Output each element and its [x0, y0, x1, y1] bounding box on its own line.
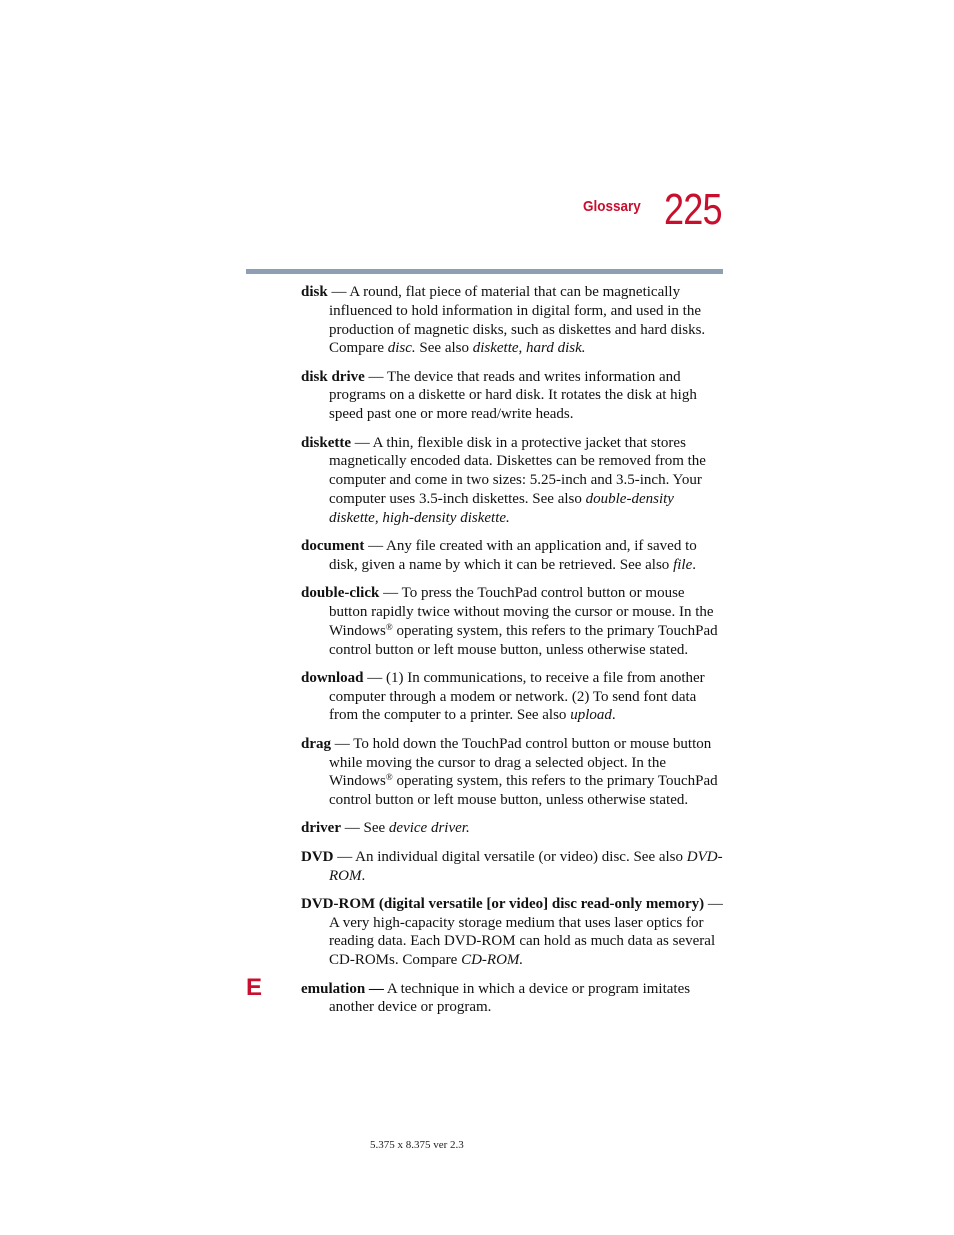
glossary-term: download [301, 669, 364, 686]
glossary-entry [301, 819, 723, 838]
definition-text: — A round, flat piece of material that can be magnetically influenced to hold information in digital form, and used in the production of magnetic disks, such as diskettes and hard disks. Compare [327, 284, 706, 357]
glossary-term: DVD-ROM (digital versatile [or video] disc read-only memory) [301, 895, 705, 912]
definition-text: — A thin, flexible disk in a protective jacket that stores magnetically encoded data. Diskettes can be removed from the computer and come in two sizes: 5.25-inch and 3.5-inch. Your computer uses 3.5-inch diskettes. See also [329, 434, 706, 507]
glossary-term: diskette [301, 434, 351, 451]
registered-mark: ® [385, 621, 393, 632]
header-rule [246, 269, 723, 274]
glossary-entry [301, 735, 723, 810]
definition-text: . [611, 707, 616, 724]
glossary-term: drag [301, 735, 331, 752]
registered-mark: ® [385, 772, 393, 783]
glossary-term: driver [301, 820, 341, 837]
footer-trim-note: 5.375 x 8.375 ver 2.3 [370, 1139, 464, 1151]
glossary-term: disk drive [301, 368, 365, 385]
cross-reference: double-density diskette, high-density diskette. [329, 490, 674, 526]
cross-reference: DVD-ROM [329, 848, 723, 884]
glossary-term: emulation — [301, 980, 384, 997]
glossary-term: double-click [301, 585, 380, 602]
definition-text: See also [415, 340, 473, 357]
glossary-term: DVD [301, 848, 334, 865]
definition-text: operating system, this refers to the primary TouchPad control button or left mouse button, unless otherwise stated. [329, 773, 718, 809]
definition-text: A technique in which a device or program imitates another device or program. [329, 980, 691, 1016]
definition-text: — To hold down the TouchPad control button or mouse button while moving the cursor to drag a selected object. In the Windows [329, 735, 712, 790]
cross-reference: file [673, 556, 693, 573]
definition-text: — To press the TouchPad control button or mouse button rapidly twice without moving the cursor or mouse. In the Windows [329, 585, 714, 639]
definition-text: operating system, this refers to the primary TouchPad control button or left mouse button, unless otherwise stated. [329, 622, 718, 658]
definition-text: . [692, 556, 696, 573]
cross-reference: disc. [387, 340, 416, 357]
definition-text: — Any file created with an application and, if saved to disk, given a name by which it can be retrieved. See also [329, 538, 697, 573]
running-header-section: Glossary [583, 198, 641, 215]
glossary-entry [301, 895, 723, 970]
glossary-entry [301, 537, 723, 575]
cross-reference: CD-ROM. [461, 952, 524, 969]
definition-text: . [361, 867, 366, 884]
glossary-entry [301, 669, 723, 725]
glossary-entry [301, 848, 723, 886]
glossary-entries [301, 283, 723, 1027]
glossary-entry [301, 584, 723, 659]
glossary-entry [301, 283, 723, 358]
section-letter-e: E [246, 974, 263, 1001]
glossary-entry [301, 980, 723, 1018]
definition-text: — (1) In communications, to receive a file from another computer through a modem or network. (2) To send font data from the computer to a printer. See also [329, 669, 705, 724]
definition-text: — A very high-capacity storage medium that uses laser optics for reading data. Each DVD-ROM can hold as much data as several CD-ROMs. Compare [329, 895, 723, 969]
glossary-term: disk [301, 284, 328, 300]
glossary-entry [301, 434, 723, 528]
glossary-term: document [301, 538, 365, 555]
cross-reference: device driver. [388, 820, 470, 837]
definition-text: — See [340, 820, 389, 837]
definition-text: — The device that reads and writes information and programs on a diskette or hard disk. It rotates the disk at high speed past one or more read/write heads. [329, 368, 697, 423]
definition-text: — An individual digital versatile (or video) disc. See also [333, 848, 687, 865]
glossary-entry [301, 368, 723, 424]
cross-reference: diskette, hard disk. [472, 340, 586, 357]
cross-reference: upload [570, 707, 612, 724]
page-number: 225 [664, 185, 722, 234]
